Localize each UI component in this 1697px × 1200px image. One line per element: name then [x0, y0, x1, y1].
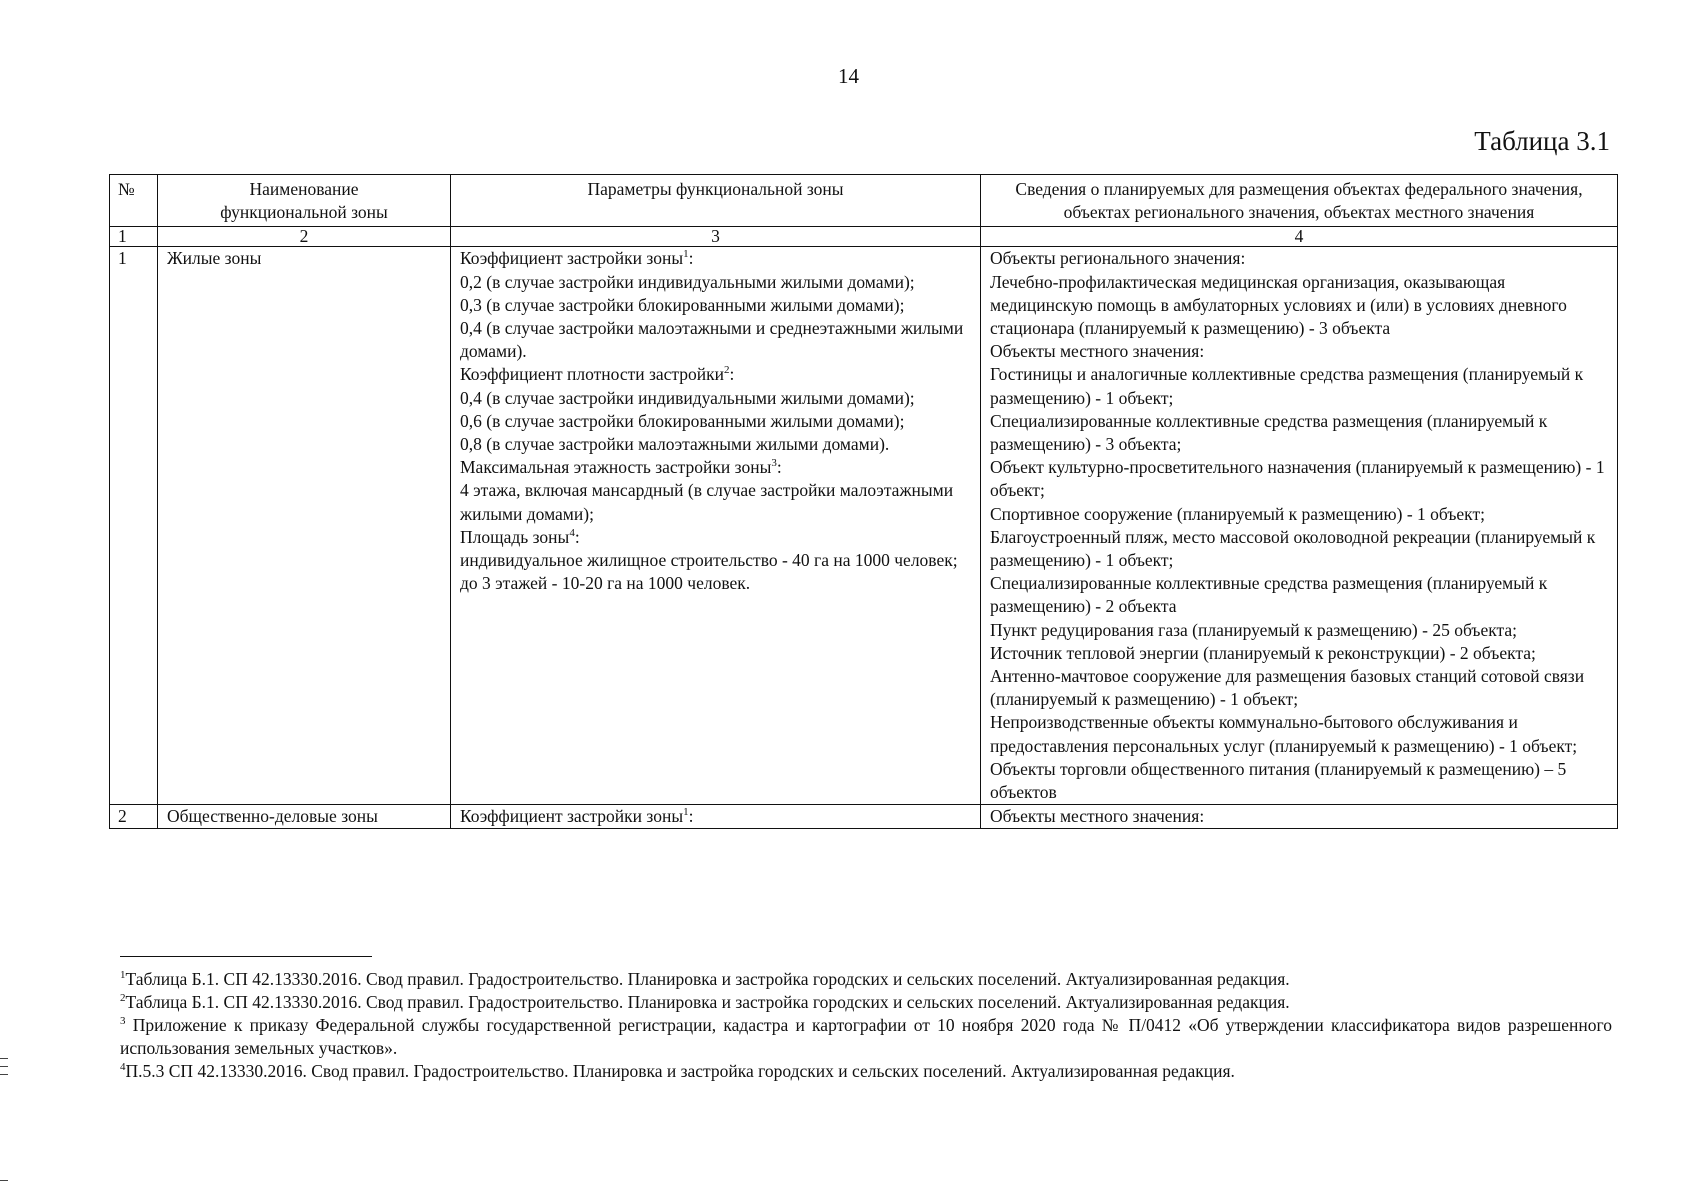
column-number: 1: [110, 227, 158, 247]
planned-object-line: Источник тепловой энергии (планируемый к реконструкции) - 2 объекта;: [990, 642, 1536, 663]
parameter-line: [460, 572, 971, 595]
parameter-line: [460, 387, 971, 410]
table-row: [110, 247, 1618, 805]
parameter-text: Коэффициент застройки зоны: [460, 806, 684, 827]
footnote-mark: 2: [120, 992, 126, 1005]
parameter-line: [460, 805, 971, 828]
parameter-tail: :: [776, 457, 782, 478]
header-planned-objects: Сведения о планируемых для размещения объектах федерального значения, объектах регионального значения, объектах местного значения: [981, 175, 1618, 227]
table-header-row: [110, 175, 1618, 227]
planned-objects: [981, 805, 1618, 829]
parameter-line: [460, 363, 971, 386]
planned-object-line: Благоустроенный пляж, место массовой околоводной рекреации (планируемый к размещению) - 1 объект;: [990, 526, 1596, 571]
parameter-text: Площадь зоны: [460, 526, 570, 547]
parameter-line: [460, 526, 971, 549]
footnote-mark: 1: [120, 969, 126, 982]
column-number: 4: [981, 227, 1618, 247]
parameter-text: 0,2 (в случае застройки индивидуальными жилыми домами);: [460, 271, 915, 292]
planned-object-line: Гостиницы и аналогичные коллективные средства размещения (планируемый к размещению) - 1 объект;: [990, 364, 1584, 408]
footnote-ref: 1: [683, 248, 689, 261]
page-number: 14: [838, 64, 859, 88]
zone-number: 1: [110, 247, 158, 805]
footnote: [120, 1014, 1612, 1060]
footnotes: [120, 968, 1612, 1083]
column-number: 3: [451, 227, 981, 247]
planned-objects: [981, 247, 1618, 805]
planned-object-line: Объекты местного значения:: [990, 806, 1205, 827]
parameter-text: Коэффициент застройки зоны: [460, 248, 684, 269]
footnote-ref: 3: [771, 457, 777, 470]
planned-object-line: Объекты торговли общественного питания (планируемый к размещению) – 5 объектов: [990, 758, 1567, 803]
zone-name: Жилые зоны: [158, 247, 451, 805]
footnote-text: П.5.3 СП 42.13330.2016. Свод правил. Градостроительство. Планировка и застройка городских и сельских поселений. Актуализированная редакция.: [125, 1061, 1235, 1081]
parameter-line: [460, 549, 971, 572]
footnote-mark: 3: [120, 1015, 126, 1028]
zone-parameters: [451, 247, 981, 805]
column-number: 2: [158, 227, 451, 247]
parameter-tail: :: [729, 364, 735, 385]
parameter-line: [460, 456, 971, 479]
planned-object-line: Спортивное сооружение (планируемый к размещению) - 1 объект;: [990, 503, 1485, 524]
footnote-text: Таблица Б.1. СП 42.13330.2016. Свод правил. Градостроительство. Планировка и застройка городских и сельских поселений. Актуализированная редакция.: [125, 969, 1290, 989]
planned-object-line: Объекты регионального значения:: [990, 248, 1246, 269]
parameter-text: 0,6 (в случае застройки блокированными жилыми домами);: [460, 410, 905, 431]
parameter-text: индивидуальное жилищное строительство - 40 га на 1000 человек;: [460, 550, 958, 571]
margin-mark: [0, 1066, 8, 1067]
footnote: [120, 968, 1612, 991]
table-caption: Таблица 3.1: [1474, 126, 1610, 156]
parameter-line: [460, 294, 971, 317]
table-row: [110, 805, 1618, 829]
zones-table: [109, 174, 1618, 829]
header-zone-params: Параметры функциональной зоны: [451, 175, 981, 227]
planned-object-line: Специализированные коллективные средства размещения (планируемый к размещению) - 3 объекта;: [990, 410, 1548, 455]
parameter-line: [460, 479, 971, 525]
parameter-text: 0,4 (в случае застройки малоэтажными и среднеэтажными жилыми домами).: [460, 318, 964, 362]
planned-object-line: Объекты местного значения:: [990, 341, 1205, 362]
footnote: [120, 991, 1612, 1014]
parameter-text: Коэффициент плотности застройки: [460, 364, 725, 385]
margin-mark: [0, 1058, 8, 1059]
header-no: №: [110, 175, 158, 227]
planned-object-line: Специализированные коллективные средства размещения (планируемый к размещению) - 2 объекта: [990, 573, 1548, 617]
footnote: [120, 1060, 1612, 1083]
parameter-text: Максимальная этажность застройки зоны: [460, 457, 772, 478]
parameter-line: [460, 433, 971, 456]
parameter-tail: :: [574, 526, 580, 547]
parameter-tail: :: [688, 248, 694, 269]
zone-number: 2: [110, 805, 158, 829]
planned-object-line: Непроизводственные объекты коммунально-бытового обслуживания и предоставления персональных услуг (планируемый к размещению) - 1 объект;: [990, 712, 1578, 756]
footnote-ref: 1: [683, 806, 689, 819]
parameter-text: до 3 этажей - 10-20 га на 1000 человек.: [460, 573, 751, 594]
parameter-text: 0,3 (в случае застройки блокированными жилыми домами);: [460, 294, 905, 315]
parameter-text: 4 этажа, включая мансардный (в случае застройки малоэтажными жилыми домами);: [460, 480, 954, 524]
planned-object-line: Объект культурно-просветительного назначения (планируемый к размещению) - 1 объект;: [990, 457, 1605, 501]
footnote-ref: 2: [724, 364, 730, 377]
parameter-line: [460, 410, 971, 433]
parameter-tail: :: [688, 806, 694, 827]
zone-name: Общественно-деловые зоны: [158, 805, 451, 829]
header-zone-name: Наименование функциональной зоны: [158, 175, 451, 227]
table-body: [110, 247, 1618, 829]
footnote-text: Приложение к приказу Федеральной службы государственной регистрации, кадастра и картографии от 10 ноября 2020 года № П/0412 «Об утверждении классификатора видов разрешенного использования земельных участков».: [120, 1015, 1612, 1058]
column-numbers-row: [110, 227, 1618, 247]
zone-parameters: [451, 805, 981, 829]
margin-mark: [0, 1074, 8, 1075]
parameter-line: [460, 247, 971, 270]
margin-mark: [0, 1180, 8, 1181]
planned-object-line: Лечебно-профилактическая медицинская организация, оказывающая медицинскую помощь в амбулаторных условиях и (или) в условиях дневного стационара (планируемый к размещению) - 3 объекта: [990, 271, 1567, 339]
parameter-text: 0,8 (в случае застройки малоэтажными жилыми домами).: [460, 434, 890, 455]
parameter-text: 0,4 (в случае застройки индивидуальными жилыми домами);: [460, 387, 915, 408]
parameter-line: [460, 317, 971, 363]
footnote-ref: 4: [569, 527, 575, 540]
footnote-separator: [120, 956, 372, 957]
planned-object-line: Антенно-мачтовое сооружение для размещения базовых станций сотовой связи (планируемый к размещению) - 1 объект;: [990, 666, 1585, 710]
parameter-line: [460, 271, 971, 294]
footnote-mark: 4: [120, 1061, 126, 1074]
planned-object-line: Пункт редуцирования газа (планируемый к размещению) - 25 объекта;: [990, 619, 1517, 640]
footnote-text: Таблица Б.1. СП 42.13330.2016. Свод правил. Градостроительство. Планировка и застройка городских и сельских поселений. Актуализированная редакция.: [125, 992, 1290, 1012]
